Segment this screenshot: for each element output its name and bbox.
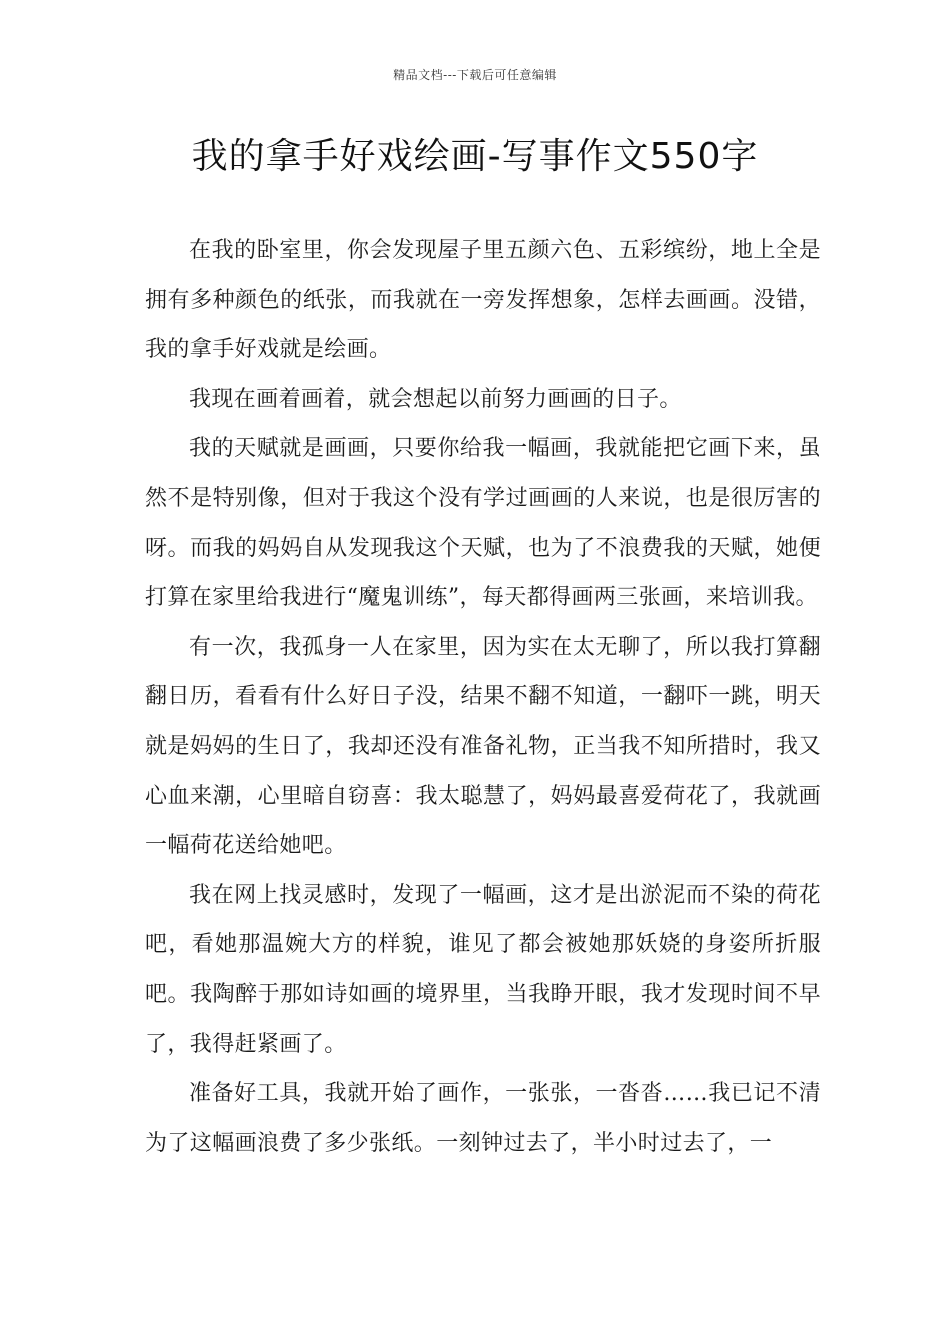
header-note: 精品文档---下载后可任意编辑 (393, 68, 557, 82)
paragraph: 在我的卧室里，你会发现屋子里五颜六色、五彩缤纷，地上全是拥有多种颜色的纸张，而我就在一旁发挥想象，怎样去画画。没错，我的拿手好戏就是绘画。 (145, 238, 821, 363)
paragraph: 我现在画着画着，就会想起以前努力画画的日子。 (189, 386, 682, 412)
essay-body (145, 226, 821, 1168)
paragraph: 有一次，我孤身一人在家里，因为实在太无聊了，所以我打算翻翻日历，看看有什么好日子没，结果不翻不知道，一翻吓一跳，明天就是妈妈的生日了，我却还没有准备礼物，正当我不知所措时，我又心血来潮，心里暗自窃喜：我太聪慧了，妈妈最喜爱荷花了，我就画一幅荷花送给她吧。 (145, 634, 821, 859)
paragraph: 我在网上找灵感时，发现了一幅画，这才是出淤泥而不染的荷花吧，看她那温婉大方的样貌，谁见了都会被她那妖娆的身姿所折服吧。我陶醉于那如诗如画的境界里，当我睁开眼，我才发现时间不早了，我得赶紧画了。 (145, 882, 821, 1057)
paragraph: 准备好工具，我就开始了画作，一张张，一沓沓……我已记不清为了这幅画浪费了多少张纸。一刻钟过去了，半小时过去了，一 (145, 1081, 821, 1156)
page-title: 我的拿手好戏绘画-写事作文550字 (191, 136, 759, 177)
paragraph: 我的天赋就是画画，只要你给我一幅画，我就能把它画下来，虽然不是特别像，但对于我这个没有学过画画的人来说，也是很厉害的呀。而我的妈妈自从发现我这个天赋，也为了不浪费我的天赋，她便打算在家里给我进行“魔鬼训练”，每天都得画两三张画，来培训我。 (145, 436, 821, 611)
